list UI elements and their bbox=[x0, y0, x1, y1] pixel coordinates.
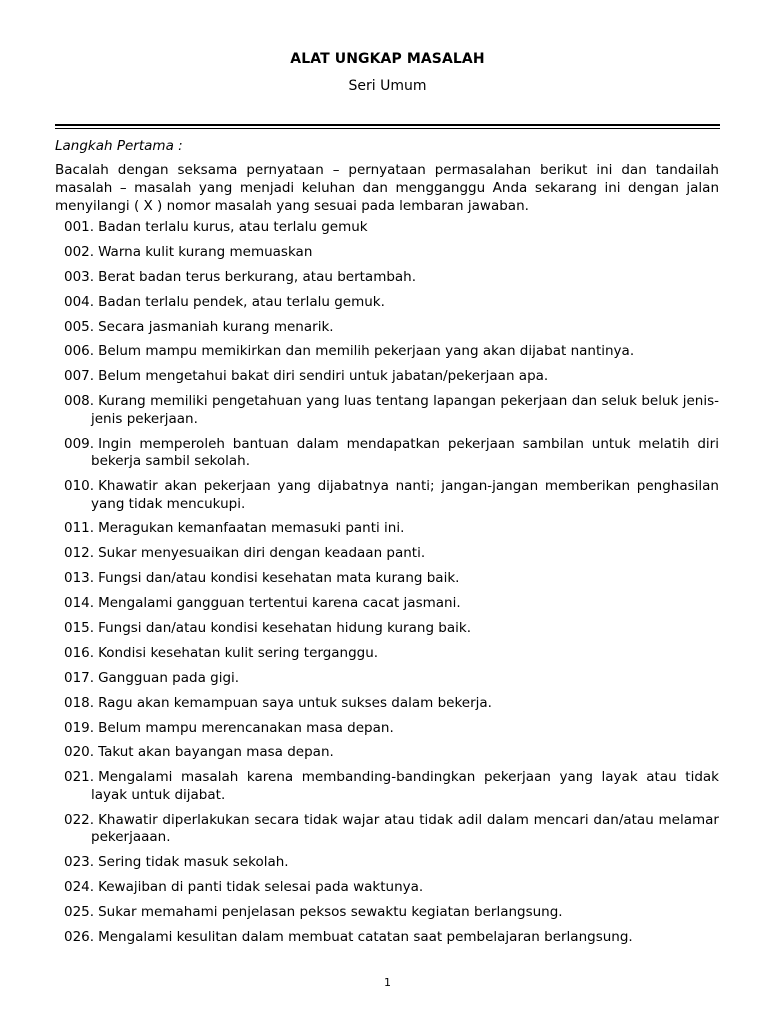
problem-statement-item bbox=[55, 343, 719, 361]
problem-statement-item bbox=[55, 929, 719, 947]
problem-statement-list bbox=[55, 219, 719, 946]
item-text: Sukar menyesuaikan diri dengan keadaan panti. bbox=[98, 545, 426, 562]
item-number: 021. bbox=[64, 769, 95, 786]
page-number: 1 bbox=[384, 976, 391, 989]
problem-statement-item bbox=[55, 744, 719, 762]
item-text: Badan terlalu pendek, atau terlalu gemuk. bbox=[98, 293, 385, 310]
item-number: 023. bbox=[64, 854, 95, 871]
item-text: Kurang memiliki pengetahuan yang luas tentang lapangan pekerjaan dan seluk beluk jenis-jenis pekerjaan. bbox=[91, 393, 719, 427]
item-text: Kewajiban di panti tidak selesai pada waktunya. bbox=[98, 878, 424, 895]
item-number: 014. bbox=[64, 595, 95, 612]
item-number: 022. bbox=[64, 811, 95, 828]
problem-statement-item bbox=[55, 904, 719, 922]
item-number: 007. bbox=[64, 368, 95, 385]
item-text: Meragukan kemanfaatan memasuki panti ini. bbox=[98, 520, 405, 537]
document-title: ALAT UNGKAP MASALAH bbox=[290, 51, 485, 67]
item-number: 010. bbox=[64, 478, 95, 495]
problem-statement-item bbox=[55, 368, 719, 386]
item-text: Belum mampu merencanakan masa depan. bbox=[98, 719, 394, 736]
item-text: Khawatir diperlakukan secara tidak wajar atau tidak adil dalam mencari dan/atau melamar pekerjaaan. bbox=[91, 811, 719, 846]
item-number: 008. bbox=[64, 393, 95, 410]
item-number: 018. bbox=[64, 694, 95, 711]
problem-statement-item bbox=[55, 769, 719, 804]
problem-statement-item bbox=[55, 854, 719, 872]
item-text: Warna kulit kurang memuaskan bbox=[98, 243, 313, 260]
problem-statement-item bbox=[55, 812, 719, 847]
item-number: 009. bbox=[64, 435, 95, 452]
problem-statement-item bbox=[55, 219, 719, 237]
item-number: 024. bbox=[64, 878, 95, 895]
item-text: Belum mampu memikirkan dan memilih pekerjaan yang akan dijabat nantinya. bbox=[98, 343, 635, 360]
item-number: 006. bbox=[64, 343, 95, 360]
item-number: 015. bbox=[64, 619, 95, 636]
problem-statement-item bbox=[55, 294, 719, 312]
item-text: Belum mengetahui bakat diri sendiri untuk jabatan/pekerjaan apa. bbox=[98, 368, 549, 385]
item-text: Badan terlalu kurus, atau terlalu gemuk bbox=[98, 219, 368, 235]
problem-statement-item bbox=[55, 720, 719, 738]
item-text: Secara jasmaniah kurang menarik. bbox=[98, 318, 334, 335]
item-number: 012. bbox=[64, 545, 95, 562]
item-number: 020. bbox=[64, 744, 95, 761]
item-number: 004. bbox=[64, 293, 95, 310]
document-body bbox=[55, 137, 719, 954]
step-label: Langkah Pertama : bbox=[55, 138, 183, 154]
item-text: Gangguan pada gigi. bbox=[98, 669, 240, 686]
problem-statement-item bbox=[55, 319, 719, 337]
problem-statement-item bbox=[55, 570, 719, 588]
item-text: Khawatir akan pekerjaan yang dijabatnya nanti; jangan-jangan memberikan penghasilan yang tidak mencukupi. bbox=[91, 478, 719, 512]
item-text: Mengalami kesulitan dalam membuat catatan saat pembelajaran berlangsung. bbox=[98, 928, 633, 945]
item-text: Mengalami masalah karena membanding-bandingkan pekerjaan yang layak atau tidak layak untuk dijabat. bbox=[91, 769, 719, 803]
item-number: 017. bbox=[64, 669, 95, 686]
item-text: Sering tidak masuk sekolah. bbox=[98, 854, 289, 871]
item-text: Ingin memperoleh bantuan dalam mendapatkan pekerjaan sambilan untuk melatih diri bekerja sambil sekolah. bbox=[91, 435, 719, 470]
item-text: Berat badan terus berkurang, atau bertambah. bbox=[98, 268, 417, 285]
problem-statement-item bbox=[55, 695, 719, 713]
item-number: 025. bbox=[64, 903, 95, 920]
item-text: Sukar memahami penjelasan peksos sewaktu kegiatan berlangsung. bbox=[98, 903, 563, 920]
instructions-paragraph: Bacalah dengan seksama pernyataan – pernyataan permasalahan berikut ini dan tandailah masalah – masalah yang menjadi keluhan dan mengganggu Anda sekarang ini dengan jalan menyilangi ( X ) nomor masalah yang sesuai pada lembaran jawaban. bbox=[55, 162, 719, 214]
item-text: Fungsi dan/atau kondisi kesehatan hidung kurang baik. bbox=[98, 619, 471, 636]
problem-statement-item bbox=[55, 645, 719, 663]
item-number: 001. bbox=[64, 219, 95, 235]
item-text: Mengalami gangguan tertentui karena cacat jasmani. bbox=[98, 595, 461, 612]
item-number: 016. bbox=[64, 644, 95, 661]
problem-statement-item bbox=[55, 436, 719, 471]
problem-statement-item bbox=[55, 670, 719, 688]
document-subtitle: Seri Umum bbox=[348, 78, 427, 94]
item-number: 026. bbox=[64, 928, 95, 945]
item-number: 002. bbox=[64, 243, 95, 260]
header-divider-thick bbox=[55, 124, 720, 126]
problem-statement-item bbox=[55, 879, 719, 897]
item-number: 013. bbox=[64, 570, 95, 587]
problem-statement-item bbox=[55, 595, 719, 613]
item-number: 019. bbox=[64, 719, 95, 736]
problem-statement-item bbox=[55, 393, 719, 428]
item-text: Takut akan bayangan masa depan. bbox=[98, 744, 334, 761]
item-number: 011. bbox=[64, 520, 95, 537]
item-number: 005. bbox=[64, 318, 95, 335]
item-text: Fungsi dan/atau kondisi kesehatan mata kurang baik. bbox=[98, 570, 460, 587]
header-divider-thin bbox=[55, 128, 720, 129]
problem-statement-item bbox=[55, 520, 719, 538]
problem-statement-item bbox=[55, 478, 719, 513]
problem-statement-item bbox=[55, 545, 719, 563]
item-text: Ragu akan kemampuan saya untuk sukses dalam bekerja. bbox=[98, 694, 492, 711]
problem-statement-item bbox=[55, 620, 719, 638]
problem-statement-item bbox=[55, 244, 719, 262]
item-text: Kondisi kesehatan kulit sering terganggu. bbox=[98, 644, 379, 661]
problem-statement-item bbox=[55, 269, 719, 287]
item-number: 003. bbox=[64, 268, 95, 285]
